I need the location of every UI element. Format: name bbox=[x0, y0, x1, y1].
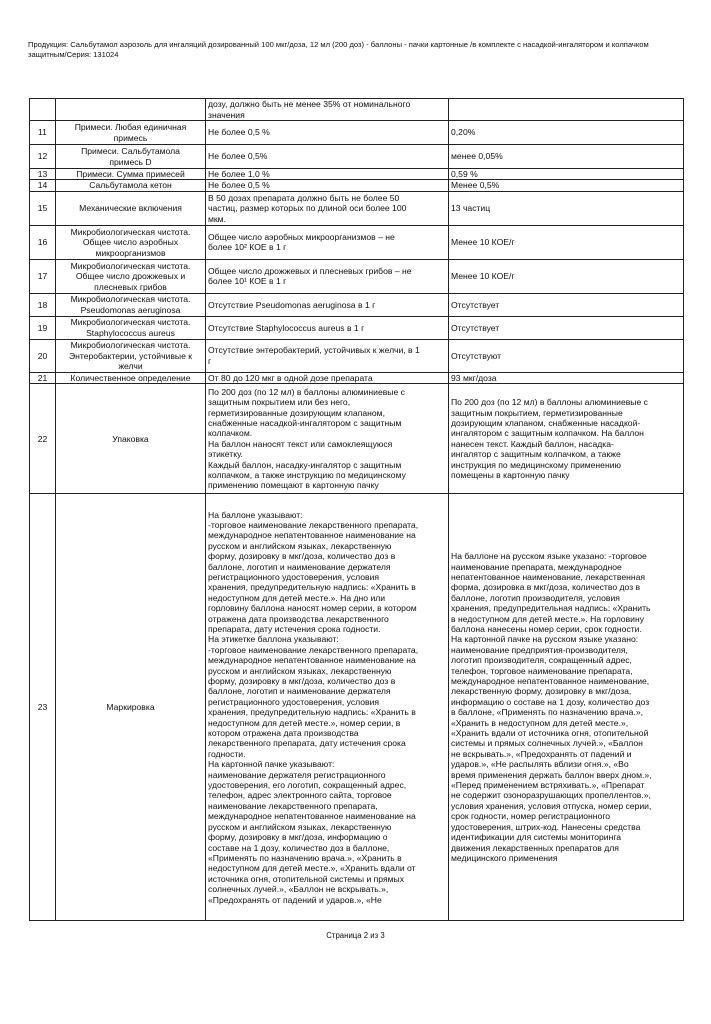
result-cell: 13 частиц bbox=[449, 191, 684, 225]
result-cell: Отсутствует bbox=[449, 293, 684, 316]
norm-cell: Отсутствие Staphylococcus aureus в 1 г bbox=[206, 316, 449, 339]
table-row bbox=[30, 372, 684, 383]
table-row bbox=[30, 225, 684, 259]
page-number: Страница 2 из 3 bbox=[326, 931, 385, 940]
result-cell: Менее 10 КОЕ/г bbox=[449, 259, 684, 293]
result-cell: На баллоне на русском языке указано: -торговое наименование препарата, международное непатентованное наименование, лекарственная форма, дозировка в мкг/доза, количество доз в баллоне, логотип производителя, условия хранения, предупредительная надпись: «Хранить в недоступном для детей месте.». На горловину баллона нанесены номер серии, срок годности. На картонной пачке на русском языке указано: наименование предприятия-производителя, логотип производителя, сокращенный адрес, телефон, торговое наименование препарата, международное непатентованное наименование, лекарственную форму, дозировку в мкг/доза, информацию о составе на 1 дозу, количество доз в баллоне, «Применять по назначению врача.», «Хранить в недоступном для детей месте.», «Хранить вдали от источника огня, отопительной системы и прямых солнечных лучей.», «Баллон не вскрывать.», «Предохранять от падений и ударов.», «Не распылять вблизи огня.», «Во время применения держать баллон вверх дном.», «Перед применением встряхивать.», «Препарат не содержит озоноразрушающих пропеллентов.», условия хранения, условия отпуска, номер серии, срок годности, номер регистрационного удостоверения, штрих-код. Нанесены средства идентификации для системы мониторинга движения лекарственных препаратов для медицинского применения bbox=[449, 494, 684, 921]
table-row bbox=[30, 259, 684, 293]
result-cell: Менее 0,5% bbox=[449, 180, 684, 191]
norm-cell: Не более 0,5 % bbox=[206, 180, 449, 191]
table-row bbox=[30, 99, 684, 121]
norm-cell: От 80 до 120 мкг в одной дозе препарата bbox=[206, 372, 449, 383]
table-row bbox=[30, 494, 684, 921]
table-row bbox=[30, 384, 684, 494]
indicator-cell: Примеси. Любая единичная примесь bbox=[56, 121, 206, 145]
norm-cell: Отсутствие энтеробактерий, устойчивых к желчи, в 1 г bbox=[206, 339, 449, 372]
table-row bbox=[30, 121, 684, 145]
norm-cell: дозу, должно быть не менее 35% от номинального значения bbox=[206, 99, 449, 121]
specification-table bbox=[29, 98, 684, 921]
indicator-cell: Примеси. Сальбутамола примесь D bbox=[56, 145, 206, 169]
result-cell: Отсутствует bbox=[449, 316, 684, 339]
indicator-cell: Сальбутамола кетон bbox=[56, 180, 206, 191]
row-number: 14 bbox=[30, 180, 56, 191]
indicator-cell: Микробиологическая чистота. Staphylococcus aureus bbox=[56, 316, 206, 339]
table-row bbox=[30, 316, 684, 339]
document-header bbox=[28, 40, 688, 60]
row-number bbox=[30, 99, 56, 121]
row-number: 18 bbox=[30, 293, 56, 316]
norm-cell: Общее число дрожжевых и плесневых грибов – не более 10¹ КОЕ в 1 г bbox=[206, 259, 449, 293]
indicator-cell: Микробиологическая чистота. Общее число дрожжевых и плесневых грибов bbox=[56, 259, 206, 293]
result-cell: 0,59 % bbox=[449, 169, 684, 180]
indicator-cell bbox=[56, 99, 206, 121]
row-number: 23 bbox=[30, 494, 56, 921]
result-cell: Отсутствуют bbox=[449, 339, 684, 372]
indicator-cell: Упаковка bbox=[56, 384, 206, 494]
row-number: 19 bbox=[30, 316, 56, 339]
result-cell: Менее 10 КОЕ/г bbox=[449, 225, 684, 259]
row-number: 12 bbox=[30, 145, 56, 169]
indicator-cell: Микробиологическая чистота. Энтеробактерии, устойчивые к желчи bbox=[56, 339, 206, 372]
table-row bbox=[30, 339, 684, 372]
indicator-cell: Примеси. Сумма примесей bbox=[56, 169, 206, 180]
indicator-cell: Механические включения bbox=[56, 191, 206, 225]
table-row bbox=[30, 191, 684, 225]
indicator-cell: Маркировка bbox=[56, 494, 206, 921]
result-cell: По 200 доз (по 12 мл) в баллоны алюминиевые с защитным покрытием, герметизированные дозирующим клапаном, снабженные насадкой- ингалятором с защитным колпачком. На баллон нанесен текст. Каждый баллон, насадка- ингалятор с защитным колпачком, а также инструкция по медицинскому применению помещены в картонную пачку bbox=[449, 384, 684, 494]
series-line: защитным/Серия: 131024 bbox=[28, 50, 119, 59]
result-cell: 93 мкг/доза bbox=[449, 372, 684, 383]
norm-cell: Отсутствие Pseudomonas aeruginosa в 1 г bbox=[206, 293, 449, 316]
table-row bbox=[30, 180, 684, 191]
norm-cell: На баллоне указывают: -торговое наименование лекарственного препарата, международное непатентованное наименование на русском и английском языках, лекарственную форму, дозировку в мкг/доза, количество доз в баллоне, логотип и наименование держателя регистрационного удостоверения, условия хранения, предупредительную надпись: «Хранить в недоступном для детей месте.». На дно или горловину баллона наносят номер серии, в котором отражена дата производства лекарственного препарата, дату истечения срока годности. На этикетке баллона указывают: -торговое наименование лекарственного препарата, международное непатентованное наименование на русском и английском языках, лекарственную форму, дозировку в мкг/доза, количество доз в баллоне, логотип и наименование держателя регистрационного удостоверения, условия хранения, предупредительную надпись: «Хранить в недоступном для детей месте.», номер серии, в котором отражена дата производства лекарственного препарата, дату истечения срока годности. На картонной пачке указывают: наименование держателя регистрационного удостоверения, его логотип, сокращенный адрес, телефон, адрес электронного сайта, торговое наименование лекарственного препарата, международное непатентованное наименование на русском и английском языках, лекарственную форму, дозировку в мкг/доза, информацию о составе на 1 дозу, количество доз в баллоне, «Применять по назначению врача.», «Хранить в недоступном для детей месте.», «Хранить вдали от источника огня, отопительной системы и прямых солнечных лучей.», «Баллон не вскрывать.», «Предохранять от падений и ударов.», «Не bbox=[206, 494, 449, 921]
result-cell bbox=[449, 99, 684, 121]
result-cell: 0,20% bbox=[449, 121, 684, 145]
row-number: 17 bbox=[30, 259, 56, 293]
row-number: 21 bbox=[30, 372, 56, 383]
result-cell: менее 0,05% bbox=[449, 145, 684, 169]
indicator-cell: Микробиологическая чистота. Общее число аэробных микроорганизмов bbox=[56, 225, 206, 259]
norm-cell: Не более 0,5% bbox=[206, 145, 449, 169]
indicator-cell: Количественное определение bbox=[56, 372, 206, 383]
indicator-cell: Микробиологическая чистота. Pseudomonas aeruginosa bbox=[56, 293, 206, 316]
table-row bbox=[30, 293, 684, 316]
table-row bbox=[30, 169, 684, 180]
row-number: 13 bbox=[30, 169, 56, 180]
row-number: 15 bbox=[30, 191, 56, 225]
row-number: 16 bbox=[30, 225, 56, 259]
row-number: 20 bbox=[30, 339, 56, 372]
row-number: 22 bbox=[30, 384, 56, 494]
table-row bbox=[30, 145, 684, 169]
norm-cell: Не более 0,5 % bbox=[206, 121, 449, 145]
product-line: Продукция: Сальбутамол аэрозоль для ингаляций дозированный 100 мкг/доза, 12 мл (200 доз) - баллоны - пачки картонные /в комплекте с насадкой-ингалятором и колпачком bbox=[28, 40, 649, 49]
norm-cell: В 50 дозах препарата должно быть не более 50 частиц, размер которых по длиной оси более 100 мкм. bbox=[206, 191, 449, 225]
norm-cell: Не более 1,0 % bbox=[206, 169, 449, 180]
norm-cell: Общее число аэробных микроорганизмов – не более 10² КОЕ в 1 г bbox=[206, 225, 449, 259]
norm-cell: По 200 доз (по 12 мл) в баллоны алюминиевые с защитным покрытием или без него, герметизированные дозирующим клапаном, снабженные насадкой-ингалятором с защитным колпачком. На баллон наносят текст или самоклеящуюся этикетку. Каждый баллон, насадку-ингалятор с защитным колпачком, а также инструкцию по медицинскому применению помещают в картонную пачку bbox=[206, 384, 449, 494]
row-number: 11 bbox=[30, 121, 56, 145]
